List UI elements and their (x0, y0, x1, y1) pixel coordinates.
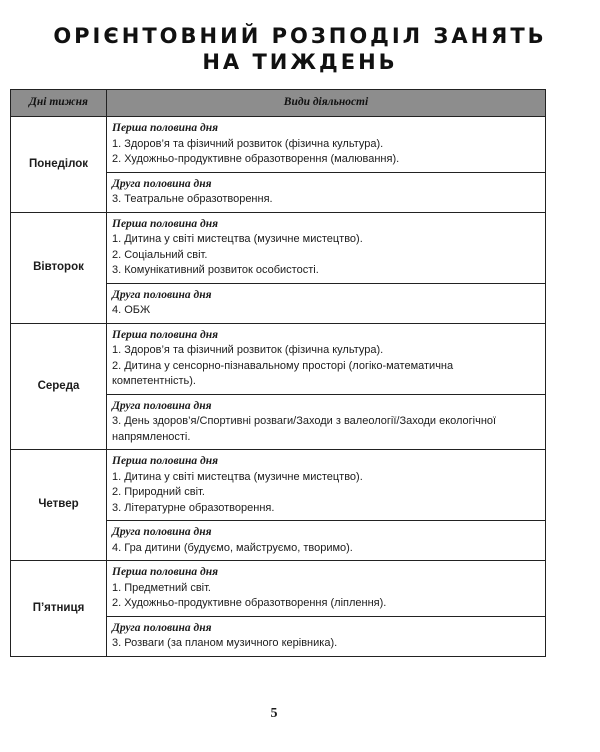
activity-item: 3. Комунікативний розвиток особистості. (112, 264, 319, 276)
day-name: Середа (11, 323, 107, 450)
half-day-cell-first (107, 323, 546, 394)
day-name: Понеділок (11, 117, 107, 213)
schedule-table (10, 89, 546, 657)
activity-item: 2. Соціальний світ. (112, 248, 208, 261)
activity-item: 3. День здоров’я/Спортивні розваги/Заходи з валеології/Заходи екологічної напрямленості. (112, 415, 497, 443)
schedule-body (11, 117, 546, 657)
header-day: Дні тижня (11, 90, 107, 117)
half-day-label: Перша половина дня (112, 455, 219, 467)
table-row (11, 450, 546, 521)
activity-item: 4. ОБЖ (112, 304, 151, 316)
half-day-cell-second (107, 521, 546, 561)
table-row (11, 117, 546, 173)
half-day-label: Перша половина дня (112, 566, 219, 578)
half-day-cell-first (107, 212, 546, 283)
half-day-label: Друга половина дня (112, 177, 212, 190)
half-day-label: Друга половина дня (112, 399, 212, 412)
table-header-row (11, 90, 546, 117)
activity-item: 2. Художньо-продуктивне образотворення (ліплення). (112, 597, 387, 609)
half-day-label: Друга половина дня (112, 288, 212, 301)
half-day-cell-second (107, 394, 546, 450)
table-row (11, 561, 546, 617)
half-day-label: Друга половина дня (112, 621, 212, 634)
half-day-label: Перша половина дня (112, 328, 219, 341)
activity-item: 2. Дитина у сенсорно-пізнавальному просторі (логіко-математична компетентність). (112, 359, 454, 387)
half-day-label: Друга половина дня (112, 526, 212, 538)
activity-item: 2. Природний світ. (112, 486, 205, 498)
page-number: 5 (270, 706, 278, 721)
activity-item: 1. Здоров’я та фізичний розвиток (фізична культура). (112, 137, 384, 150)
day-name: П’ятниця (11, 561, 107, 657)
activity-item: 3. Розваги (за планом музичного керівника). (112, 637, 338, 649)
half-day-cell-first (107, 117, 546, 173)
activity-item: 3. Театральне образотворення. (112, 193, 273, 205)
table-row (11, 212, 546, 283)
half-day-label: Перша половина дня (112, 217, 219, 230)
page-subtitle: НА ТИЖДЕНЬ (202, 50, 398, 74)
header-activity: Види діяльності (107, 90, 546, 117)
half-day-cell-second (107, 172, 546, 212)
activity-item: 1. Дитина у світі мистецтва (музичне мистецтво). (112, 470, 363, 483)
half-day-label: Перша половина дня (112, 122, 219, 134)
half-day-cell-first (107, 450, 546, 521)
activity-item: 1. Дитина у світі мистецтва (музичне мистецтво). (112, 233, 363, 245)
activity-item: 3. Літературне образотворення. (112, 501, 275, 514)
half-day-cell-second (107, 616, 546, 656)
activity-item: 1. Здоров’я та фізичний розвиток (фізична культура). (112, 344, 384, 356)
day-name: Вівторок (11, 212, 107, 323)
day-name: Четвер (11, 450, 107, 561)
page-title: ОРІЄНТОВНИЙ РОЗПОДІЛ ЗАНЯТЬ (53, 24, 547, 48)
half-day-cell-first (107, 561, 546, 617)
activity-item: 1. Предметний світ. (112, 581, 211, 594)
activity-item: 4. Гра дитини (будуємо, майструємо, творимо). (112, 541, 353, 554)
half-day-cell-second (107, 283, 546, 323)
table-row (11, 323, 546, 394)
activity-item: 2. Художньо-продуктивне образотворення (малювання). (112, 153, 400, 165)
